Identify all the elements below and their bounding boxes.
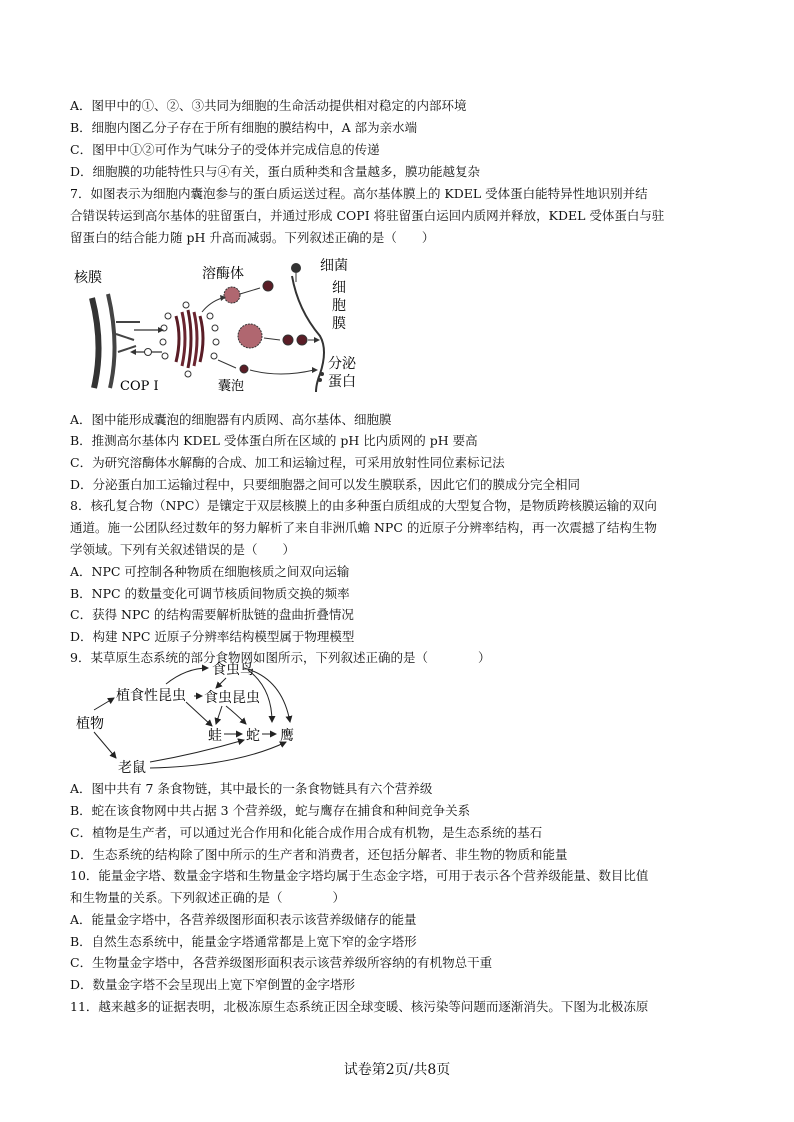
copi-vesicle [145, 349, 152, 356]
food-web-diagram [76, 658, 316, 778]
cell-membrane-label-1: 细 [332, 280, 346, 296]
q8-stem-line-2: 通道。施一公团队经过数年的努力解析了来自非洲爪蟾 NPC 的近原子分辨率结构，再一次震撼了结构生物 [70, 520, 657, 535]
node-mouse: 老鼠 [118, 760, 146, 776]
q10-stem-line-2: 和生物量的关系。下列叙述正确的是（ ） [70, 890, 346, 905]
cell-membrane [292, 276, 324, 392]
q7-option-d: D．分泌蛋白加工运输过程中，只要细胞器之间可以发生膜联系，因此它们的膜成分完全相同 [70, 477, 581, 492]
q9-option-b: B．蛇在该食物网中共占据 3 个营养级，蛇与鹰存在捕食和种间竞争关系 [70, 803, 471, 818]
node-frog: 蛙 [208, 728, 222, 744]
q7-option-b: B．推测高尔基体内 KDEL 受体蛋白所在区域的 pH 比内质网的 pH 要高 [70, 433, 478, 448]
edge-insectivore-bird [216, 678, 226, 688]
q10-option-c: C．生物量金字塔中，各营养级图形面积表示该营养级所容纳的有机物总干重 [70, 955, 493, 970]
cell-membrane-label-3: 膜 [332, 316, 346, 332]
golgi-apparatus [160, 302, 219, 377]
q8-stem-line-1: 8．核孔复合物（NPC）是镶定于双层核膜上的由多种蛋白质组成的大型复合物，是物质跨核膜运输的双向 [70, 498, 657, 513]
q8-option-c: C．获得 NPC 的结构需要解析肽链的盘曲折叠情况 [70, 607, 354, 622]
q10-option-d: D．数量金字塔不会呈现出上宽下窄倒置的金字塔形 [70, 977, 356, 992]
bacteria [291, 263, 301, 273]
copi-label: COP I [120, 379, 159, 394]
q11-stem: 11．越来越多的证据表明，北极冻原生态系统正因全球变暖、核污染等问题而逐渐消失。下图为北极冻原 [70, 999, 649, 1014]
edge-plant-insect [94, 698, 114, 710]
q6-option-d: D．细胞膜的功能特性只与④有关，蛋白质种类和含量越多，膜功能越复杂 [70, 164, 481, 179]
q6-option-b: B．细胞内图乙分子存在于所有细胞的膜结构中，A 部为亲水端 [70, 120, 418, 135]
nuclear-membrane-outer [92, 298, 99, 388]
q7-stem-line-2: 合错误转运到高尔基体的驻留蛋白，并通过形成 COPI 将驻留蛋白运回内质网并释放，KDEL 受体蛋白与驻 [70, 208, 665, 223]
q7-stem-line-1: 7．如图表示为细胞内囊泡参与的蛋白质运送过程。高尔基体膜上的 KDEL 受体蛋白能特异性地识别并结 [70, 186, 648, 201]
edge-plant-mouse [94, 732, 116, 758]
node-plant: 植物 [76, 716, 104, 732]
vesicle [240, 365, 248, 373]
secretory-vesicle-large [238, 324, 262, 348]
q9-option-a: A．图中共有 7 条食物链，其中最长的一条食物链具有六个营养级 [70, 781, 433, 796]
vesicle-transport-diagram [70, 250, 370, 398]
edge-insect-bird [166, 668, 208, 684]
secreted-protein-label-2: 蛋白 [328, 374, 356, 390]
node-insectivorous-insect: 食虫昆虫 [204, 690, 260, 706]
lysosome-vesicle [263, 281, 273, 291]
q7-option-a: A．图中能形成囊泡的细胞器有内质网、高尔基体、细胞膜 [70, 412, 392, 427]
q8-option-d: D．构建 NPC 近原子分辨率结构模型属于物理模型 [70, 629, 355, 644]
page-footer: 试卷第2页/共8页 [343, 1062, 451, 1078]
vesicle-label: 囊泡 [218, 379, 245, 394]
secreted-protein-label-1: 分泌 [328, 356, 356, 372]
q6-option-c: C．图甲中①②可作为气味分子的受体并完成信息的传递 [70, 142, 380, 157]
q6-option-a: A．图甲中的①、②、③共同为细胞的生命活动提供相对稳定的内部环境 [70, 98, 467, 113]
q7-option-c: C．为研究溶酶体水解酶的合成、加工和运输过程，可采用放射性同位素标记法 [70, 455, 505, 470]
nuclear-membrane-label: 核膜 [74, 270, 102, 286]
node-snake: 蛇 [246, 728, 260, 744]
node-insectivorous-bird: 食虫鸟 [212, 662, 254, 678]
q10-stem-line-1: 10．能量金字塔、数量金字塔和生物量金字塔均属于生态金字塔，可用于表示各个营养级能量、数目比值 [70, 868, 649, 883]
cell-membrane-label-2: 胞 [332, 298, 346, 314]
q10-option-b: B．自然生态系统中，能量金字塔通常都是上宽下窄的金字塔形 [70, 934, 417, 949]
q8-option-b: B．NPC 的数量变化可调节核质间物质交换的频率 [70, 586, 350, 601]
q8-option-a: A．NPC 可控制各种物质在细胞核质之间双向运输 [70, 564, 350, 579]
lysosome [224, 287, 240, 303]
q9-stem: 9．某草原生态系统的部分食物网如图所示，下列叙述正确的是（ ） [70, 650, 491, 665]
bacteria-label: 细菌 [320, 258, 348, 274]
edge-mouse-snake [150, 740, 244, 762]
q9-option-d: D．生态系统的结构除了图中所示的生产者和消费者，还包括分解者、非生物的物质和能量 [70, 847, 568, 862]
edge-insectivore-bird-2 [226, 706, 246, 724]
node-herbivorous-insect: 植食性昆虫 [116, 688, 186, 704]
nuclear-membrane-inner [108, 294, 115, 388]
node-eagle: 鹰 [280, 728, 294, 744]
edge-mouse-eagle [150, 742, 286, 768]
lysosome-label: 溶酶体 [202, 266, 244, 282]
q8-stem-line-3: 学领域。下列有关叙述错误的是（ ） [70, 542, 296, 557]
q9-option-c: C．植物是生产者，可以通过光合作用和化能合成作用合成有机物，是生态系统的基石 [70, 825, 543, 840]
edge-insectivore-frog [216, 706, 222, 724]
q7-stem-line-3: 留蛋白的结合能力随 pH 升高而减弱。下列叙述正确的是（ ） [70, 230, 435, 245]
q10-option-a: A．能量金字塔中，各营养级图形面积表示该营养级储存的能量 [70, 912, 417, 927]
